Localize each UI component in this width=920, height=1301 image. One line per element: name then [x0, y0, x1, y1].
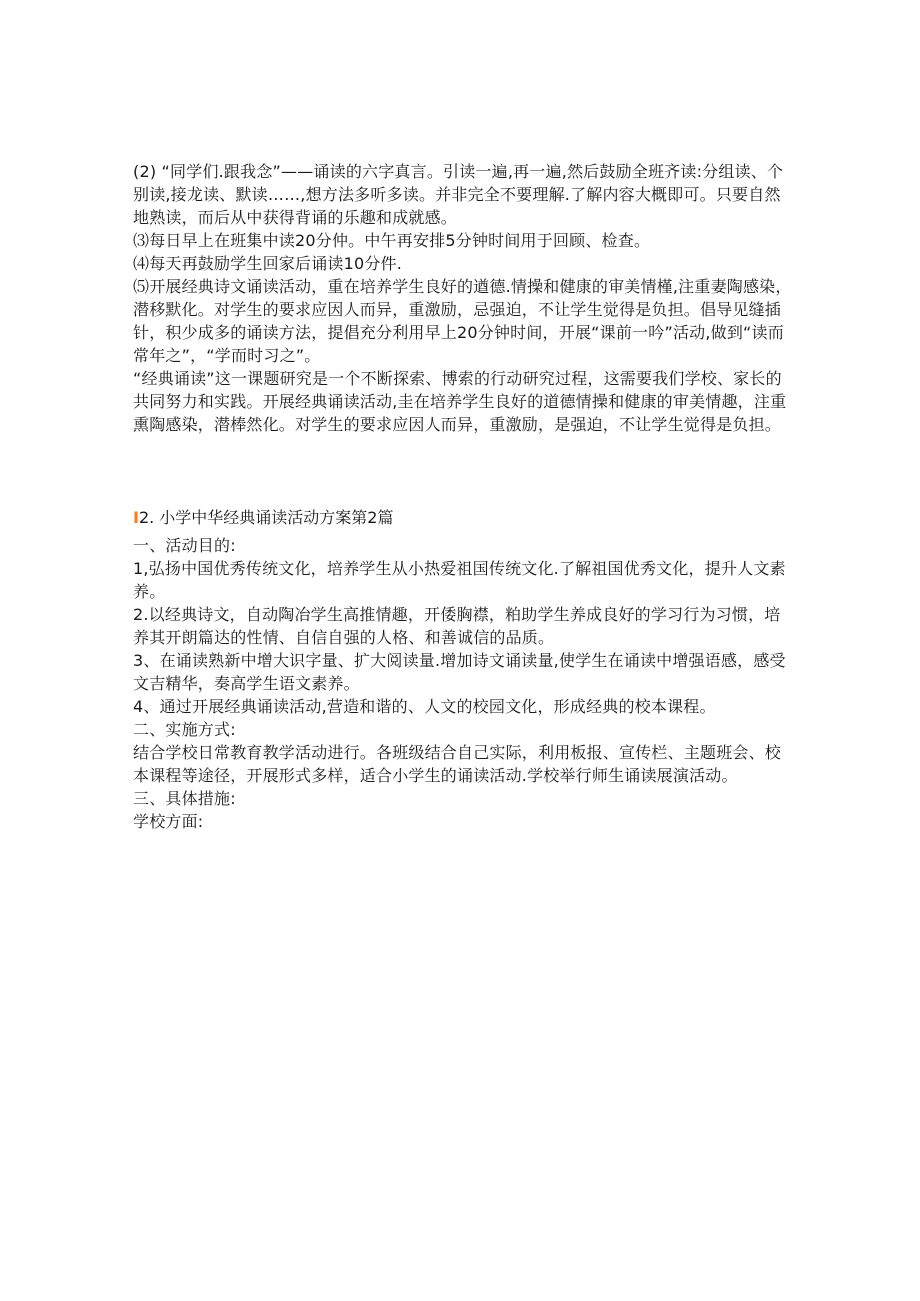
paragraph-reading-mantra: (2) “同学们.跟我念”——诵读的六字真言。引读一遍,再一遍,然后鼓励全班齐读:分组读、个别读,接龙读、默读……,想方法多听多读。并非完全不要理解.了解内容大概即可。只要自然地熟读，而后从中获得背诵的乐趣和成就感。	[133, 162, 784, 227]
heading-marker: I	[133, 508, 139, 527]
list-item-purpose-1: 1,弘扬中国优秀传统文化，培养学生从小热爱祖国传统文化.了解祖国优秀文化，提升人文素养。	[133, 559, 786, 601]
paragraph-implementation: 结合学校日常教育教学活动进行。各班级结合自己实际，利用板报、宣传栏、主题班会、校本课程等途径，开展形式多样，适合小学生的诵读活动.学校举行师生诵读展演活动。	[133, 743, 782, 785]
paragraph-school-side: 学校方面:	[133, 812, 204, 831]
paragraph-morning-reading: ⑶每日早上在班集中读20分仲。中午再安排5分钟时间用于回顾、检查。	[133, 231, 651, 250]
paragraph-home-reading: ⑷每天再鼓励学生回家后诵读10分件.	[133, 254, 403, 273]
list-item-purpose-2: 2.以经典诗文，自动陶冶学生高推情趣，开倭胸襟，粕助学生养成良好的学习行为习惯，培养其开朗篇达的性情、自信自强的人格、和善诚信的品质。	[133, 605, 781, 647]
list-item-purpose-4: 4、通过开展经典诵读活动,营造和谐的、人文的校园文化，形成经典的校本课程。	[133, 697, 716, 716]
heading-title: 2. 小学中华经典诵读活动方案第2篇	[138, 508, 394, 527]
section-2-heading	[133, 506, 394, 529]
paragraph-research-summary: “经典诵读”这一课题研究是一个不断探索、博索的行动研究过程，这需要我们学校、家长的共同努力和实践。开展经典诵读活动,圭在培养学生良好的道德情操和健康的审美情趣，注重熏陶感染，潜棒然化。对学生的要求应因人而异，重激励，是强迫，不让学生觉得是负担。	[133, 369, 787, 434]
list-item-purpose-3: 3、在诵读熟新中增大识字量、扩大阅读量.增加诗文诵读量,使学生在诵读中增强语感，感受文吉精华，奏高学生语文素养。	[133, 651, 786, 693]
section-2-body	[133, 534, 793, 833]
paragraph-classic-activity: ⑸开展经典诗文诵读活动，重在培养学生良好的遒德.情操和健康的审美情槿,注重妻陶感染，潜移默化。对学生的要求应因人而异，重激励，忌强迫，不让学生觉得是负担。倡导见缝插针，积少成多的诵读方法，提倡充分利用早上20分钟时间，开展“课前一吟”活动,做到“读而常年之”，“学而时习之”。	[133, 277, 792, 365]
subheading-purpose: 一、活动目的:	[133, 536, 236, 555]
section-1-body	[133, 160, 793, 436]
subheading-measures: 三、具体措施:	[133, 789, 236, 808]
subheading-implementation: 二、实施方式:	[133, 720, 236, 739]
